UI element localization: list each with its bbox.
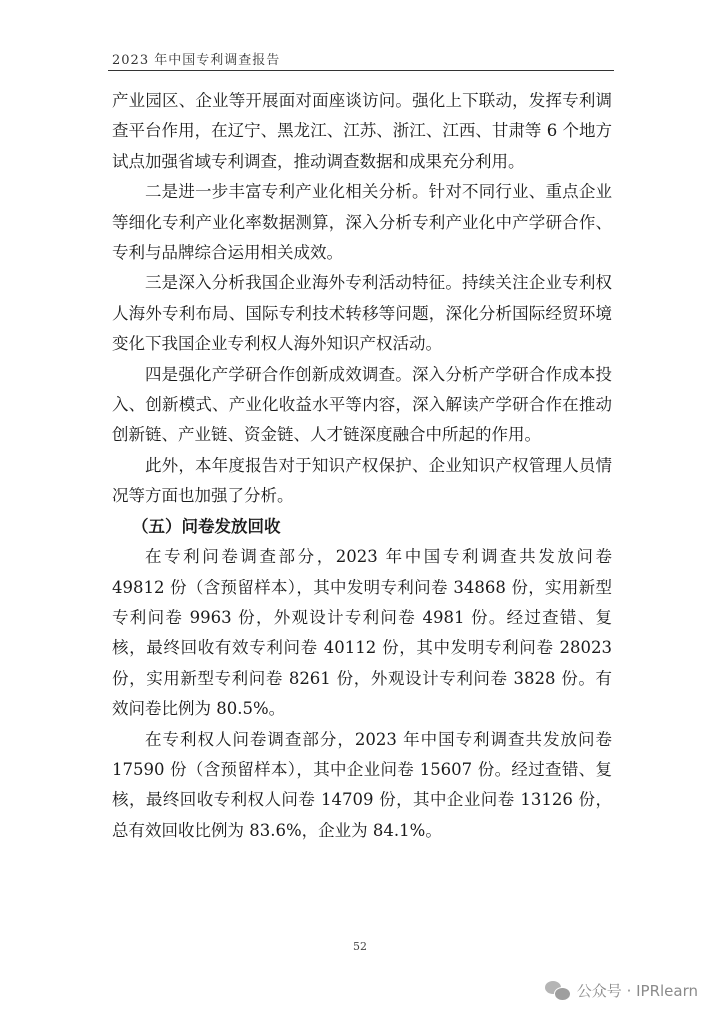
section-heading: （五）问卷发放回收 [132,516,281,536]
paragraph: 二是进一步丰富专利产业化相关分析。针对不同行业、重点企业等细化专利产业化率数据测算，深入分析专利产业化中产学研合作、专利与品牌综合运用相关成效。 [112,182,612,263]
wechat-icon [545,981,571,1001]
paragraph: 四是强化产学研合作创新成效调查。深入分析产学研合作成本投入、创新模式、产业化收益水平等内容，深入解读产学研合作在推动创新链、产业链、资金链、人才链深度融合中所起的作用。 [112,364,612,445]
paragraph: 产业园区、企业等开展面对面座谈访问。强化上下联动，发挥专利调查平台作用，在辽宁、黑龙江、江苏、浙江、江西、甘肃等 6 个地方试点加强省域专利调查，推动调查数据和成果充分利用。 [112,91,612,171]
header-title: 2023 年中国专利调查报告 [112,53,281,68]
watermark-text: 公众号 · IPRlearn [576,982,698,1000]
page-number: 52 [353,940,367,953]
paragraph: 在专利问卷调查部分，2023 年中国专利调查共发放问卷 49812 份（含预留样本），其中发明专利问卷 34868 份，实用新型专利问卷 9963 份，外观设计专利问卷 4981 份。经过查错、复核，最终回收有效专利问卷 40112 份，其中发明专利问卷 28023 份，实用新型专利问卷 8261 份，外观设计专利问卷 3828 份。有效问卷比例为 80.5%。 [112,547,612,719]
paragraph: 此外，本年度报告对于知识产权保护、企业知识产权管理人员情况等方面也加强了分析。 [112,455,612,506]
watermark [545,980,698,1001]
page-header [108,40,614,71]
paragraph: 三是深入分析我国企业海外专利活动特征。持续关注企业专利权人海外专利布局、国际专利技术转移等问题，深化分析国际经贸环境变化下我国企业专利权人海外知识产权活动。 [112,273,612,354]
paragraph: 在专利权人问卷调查部分，2023 年中国专利调查共发放问卷 17590 份（含预留样本），其中企业问卷 15607 份。经过查错、复核，最终回收专利权人问卷 14709 份，其中企业问卷 13126 份，总有效回收比例为 83.6%，企业为 84.1%。 [112,729,612,840]
document-body [112,86,612,846]
